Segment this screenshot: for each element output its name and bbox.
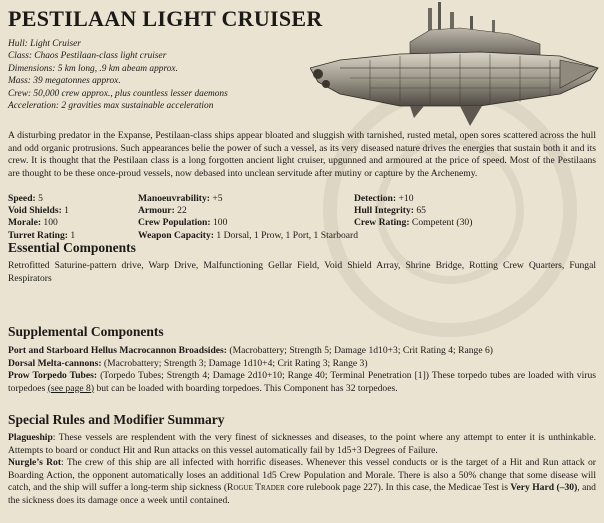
component-melta [8,358,596,371]
spec-crew: Crew: 50,000 crew approx., plus countless lesser daemons [8,88,228,99]
stat-value: Competent (30) [409,217,473,229]
stat-speed [8,193,43,205]
component-torpedo [8,370,596,395]
stat-label: Speed: [8,193,36,204]
intro-paragraph: A disturbing predator in the Expanse, Pestilaan-class ships appear bloated and sluggish with tarnished, rusted metal, open sores scattered across the hull and odd organic protrusions. Such appearances belie the power of such a vessel, as its very diseased nature drives the energies that sustain both it and its crew. It is thought that the Pestilaan class is a long forgotten ancient light cruiser, upgunned and armoured at the price of speed. Most of the Pestilaans are thought to be these once-proud vessels, now debased into unclean servitude after mutiny or capture by the Archenemy. [8,130,596,179]
rule-text: : The crew of this ship are all infected with horrific diseases. Whenever this vessel conducts or is the target of a Hit and Run attack or Boarding Action, the opponent automatically loses an additional 1d5 Crew Population and Morale. There is also a 50% change that some disease will catch, and the ship will suffer a long-term ship sickness ( [8,457,596,493]
spec-class: Class: Chaos Pestilaan-class light cruiser [8,51,167,62]
rule-text: : These vessels are resplendent with the very finest of sicknesses and diseases, to the point where any attempt to enter it is unthinkable. Attempts to board or conduct Hit and Run attacks on this vessel automatically fail by 1d5+3 Degrees of Failure. [8,432,596,456]
stat-label: Hull Integrity: [354,205,414,217]
stat-hull-integrity [354,205,426,217]
stat-morale [8,217,58,229]
stat-value: +5 [209,193,223,204]
stat-grid [8,193,598,242]
special-heading: Special Rules and Modifier Summary [8,412,225,427]
stat-detection [354,193,414,205]
stat-crew-population [138,217,227,229]
stat-label: Detection: [354,193,397,204]
stat-void-shields [8,205,69,217]
component-name: Port and Starboard Hellus Macrocannon Broadsides: [8,345,227,356]
spec-hull: Hull: Light Cruiser [8,39,81,49]
stat-value: +10 [396,193,414,204]
stat-value: 1 [67,229,76,241]
stat-row [8,217,598,229]
spec-acceleration: Acceleration: 2 gravities max sustainable acceleration [8,101,214,112]
rule-name: Plagueship [8,432,53,443]
component-name: Prow Torpedo Tubes: [8,370,98,381]
supplemental-heading: Supplemental Components [8,324,164,339]
stat-row [8,193,598,205]
rule-nurgles-rot [8,457,596,507]
rule-plagueship [8,432,596,457]
spec-mass: Mass: 39 megatonnes approx. [8,76,121,87]
rule-text: core rulebook page 227). In this case, the Medicae Test is [284,482,511,493]
stat-value: 100 [41,217,58,229]
component-name: Dorsal Melta-cannons: [8,357,102,369]
stat-manoeuvrability [138,193,223,205]
stat-label: Void Shields: [8,205,62,217]
stat-label: Weapon Capacity: [138,229,214,241]
essential-text: Retrofitted Saturine-pattern drive, Warp Drive, Malfunctioning Gellar Field, Void Shield Array, Shrine Bridge, Rotting Crew Quarters, Fungal Respirators [8,260,596,284]
stat-label: Morale: [8,217,42,229]
ship-specs [8,38,308,112]
spec-dimensions: Dimensions: 5 km long, .9 km abeam approx. [8,63,178,74]
page-title: PESTILAAN LIGHT CRUISER [8,6,323,31]
component-broadsides [8,345,596,358]
stat-armour [138,205,187,217]
stat-weapon-capacity [138,230,358,242]
cruiser-illustration [310,2,600,134]
stat-label: Turret Rating: [8,229,68,241]
stat-value: 1 Dorsal, 1 Prow, 1 Port, 1 Starboard [213,229,359,241]
component-text: (Torpedo Tubes; Strength 4; Damage 2d10+10; Range 40; Terminal Penetration [1]) These torpedo tubes are loaded with virus torpedoes [8,370,596,394]
component-text: (Macrobattery; Strength 5; Damage 1d10+3; Crit Rating 4; Range 6) [226,345,493,356]
stat-row [8,205,598,217]
stat-label: Crew Rating: [354,217,410,229]
rule-name: Nurgle’s Rot [8,457,62,468]
essential-heading: Essential Components [8,240,136,255]
stat-value: 22 [174,205,187,217]
component-text: but can be loaded with boarding torpedoes. This Component has 32 torpedoes. [94,382,398,394]
stat-label: Manoeuvrability: [138,193,210,204]
stat-value: 100 [210,217,228,229]
test-difficulty: Very Hard (–30) [510,482,578,493]
supplemental-list [8,345,596,395]
component-text: (Macrobattery; Strength 3; Damage 1d10+4; Crit Rating 3; Range 3) [101,357,368,369]
stat-label: Crew Population: [138,217,211,229]
stat-value: 1 [61,205,69,217]
stat-value: 65 [413,205,426,217]
special-rules [8,432,596,507]
page-reference-link[interactable]: (see page 8) [47,382,95,394]
stat-label: Armour: [138,205,175,217]
stat-value: 5 [35,193,43,204]
stat-crew-rating [354,217,472,229]
rule-text: , and the sickness does its damage once a week until contained. [8,482,596,506]
book-title: Rogue Trader [227,482,285,493]
